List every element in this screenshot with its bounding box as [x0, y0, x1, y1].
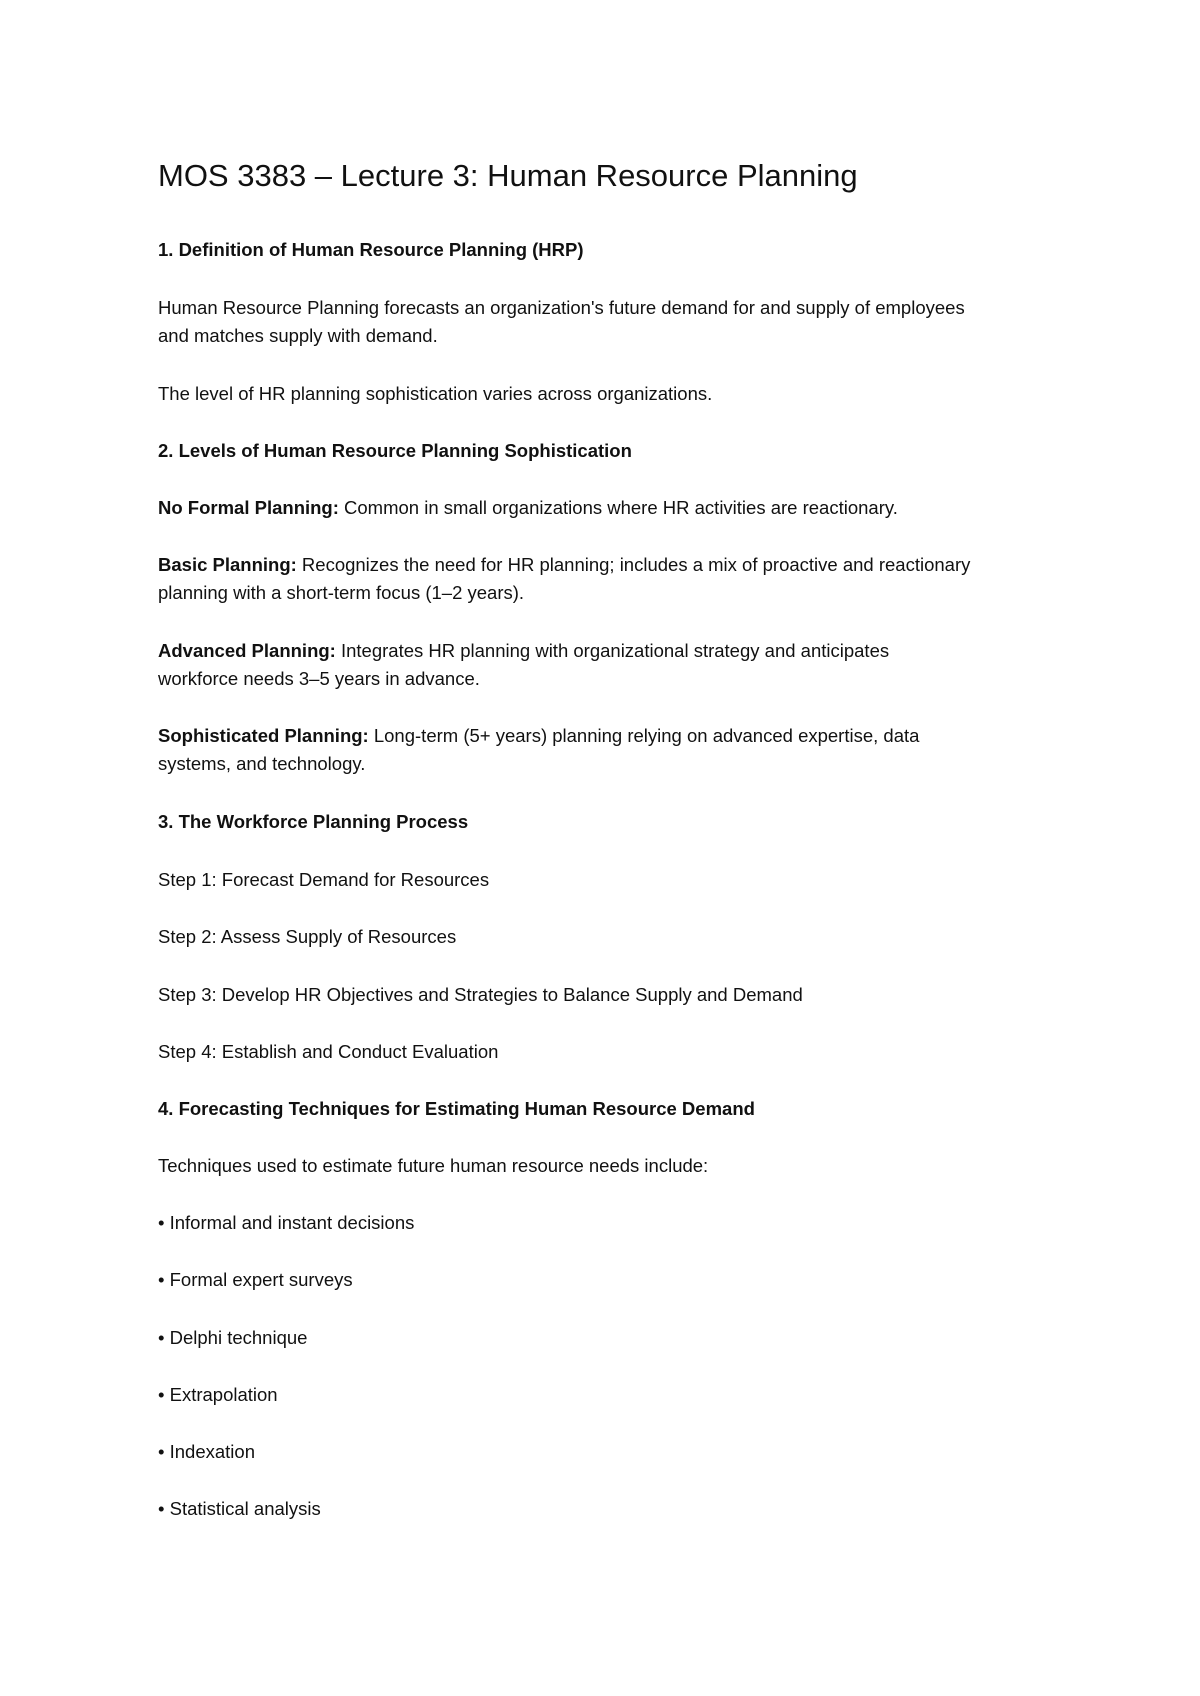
level-description: Integrates HR planning with organizational strategy and anticipates [335, 640, 890, 661]
section-1-heading: 1. Definition of Human Resource Planning (HRP) [158, 239, 584, 260]
level-description: Long-term (5+ years) planning relying on advanced expertise, data [368, 725, 920, 746]
level-label: No Formal Planning: [158, 497, 339, 518]
level-no-formal-planning [158, 494, 1078, 522]
section-2-heading: 2. Levels of Human Resource Planning Sophistication [158, 440, 632, 461]
level-description: Recognizes the need for HR planning; includes a mix of proactive and reactionary [296, 554, 971, 575]
technique-list-item: • Delphi technique [158, 1327, 308, 1348]
process-step: Step 1: Forecast Demand for Resources [158, 869, 490, 890]
section-1-paragraph-2: The level of HR planning sophistication varies across organizations. [158, 383, 713, 404]
section-1-paragraph-1-line-1: Human Resource Planning forecasts an organization's future demand for and supply of employees [158, 297, 965, 318]
level-description: Common in small organizations where HR activities are reactionary. [338, 497, 898, 518]
section-4-heading: 4. Forecasting Techniques for Estimating Human Resource Demand [158, 1098, 755, 1119]
process-step: Step 4: Establish and Conduct Evaluation [158, 1041, 499, 1062]
technique-list-item: • Indexation [158, 1441, 255, 1462]
technique-list-item: • Informal and instant decisions [158, 1212, 415, 1233]
section-4-intro: Techniques used to estimate future human resource needs include: [158, 1155, 709, 1176]
technique-list-item: • Statistical analysis [158, 1498, 321, 1519]
level-advanced-planning-line-2: workforce needs 3–5 years in advance. [158, 668, 480, 689]
technique-list-item: • Extrapolation [158, 1384, 278, 1405]
section-3-heading: 3. The Workforce Planning Process [158, 811, 469, 832]
section-1-paragraph-1-line-2: and matches supply with demand. [158, 325, 438, 346]
level-label: Sophisticated Planning: [158, 725, 369, 746]
level-label: Advanced Planning: [158, 640, 336, 661]
technique-list-item: • Formal expert surveys [158, 1269, 353, 1290]
level-label: Basic Planning: [158, 554, 297, 575]
level-basic-planning [158, 551, 1078, 579]
level-sophisticated-planning-line-2: systems, and technology. [158, 753, 366, 774]
process-step: Step 2: Assess Supply of Resources [158, 926, 457, 947]
document-title: MOS 3383 – Lecture 3: Human Resource Planning [158, 158, 858, 193]
level-basic-planning-line-2: planning with a short-term focus (1–2 years). [158, 582, 525, 603]
level-advanced-planning [158, 637, 1078, 665]
level-sophisticated-planning [158, 722, 1078, 750]
process-step: Step 3: Develop HR Objectives and Strategies to Balance Supply and Demand [158, 984, 803, 1005]
